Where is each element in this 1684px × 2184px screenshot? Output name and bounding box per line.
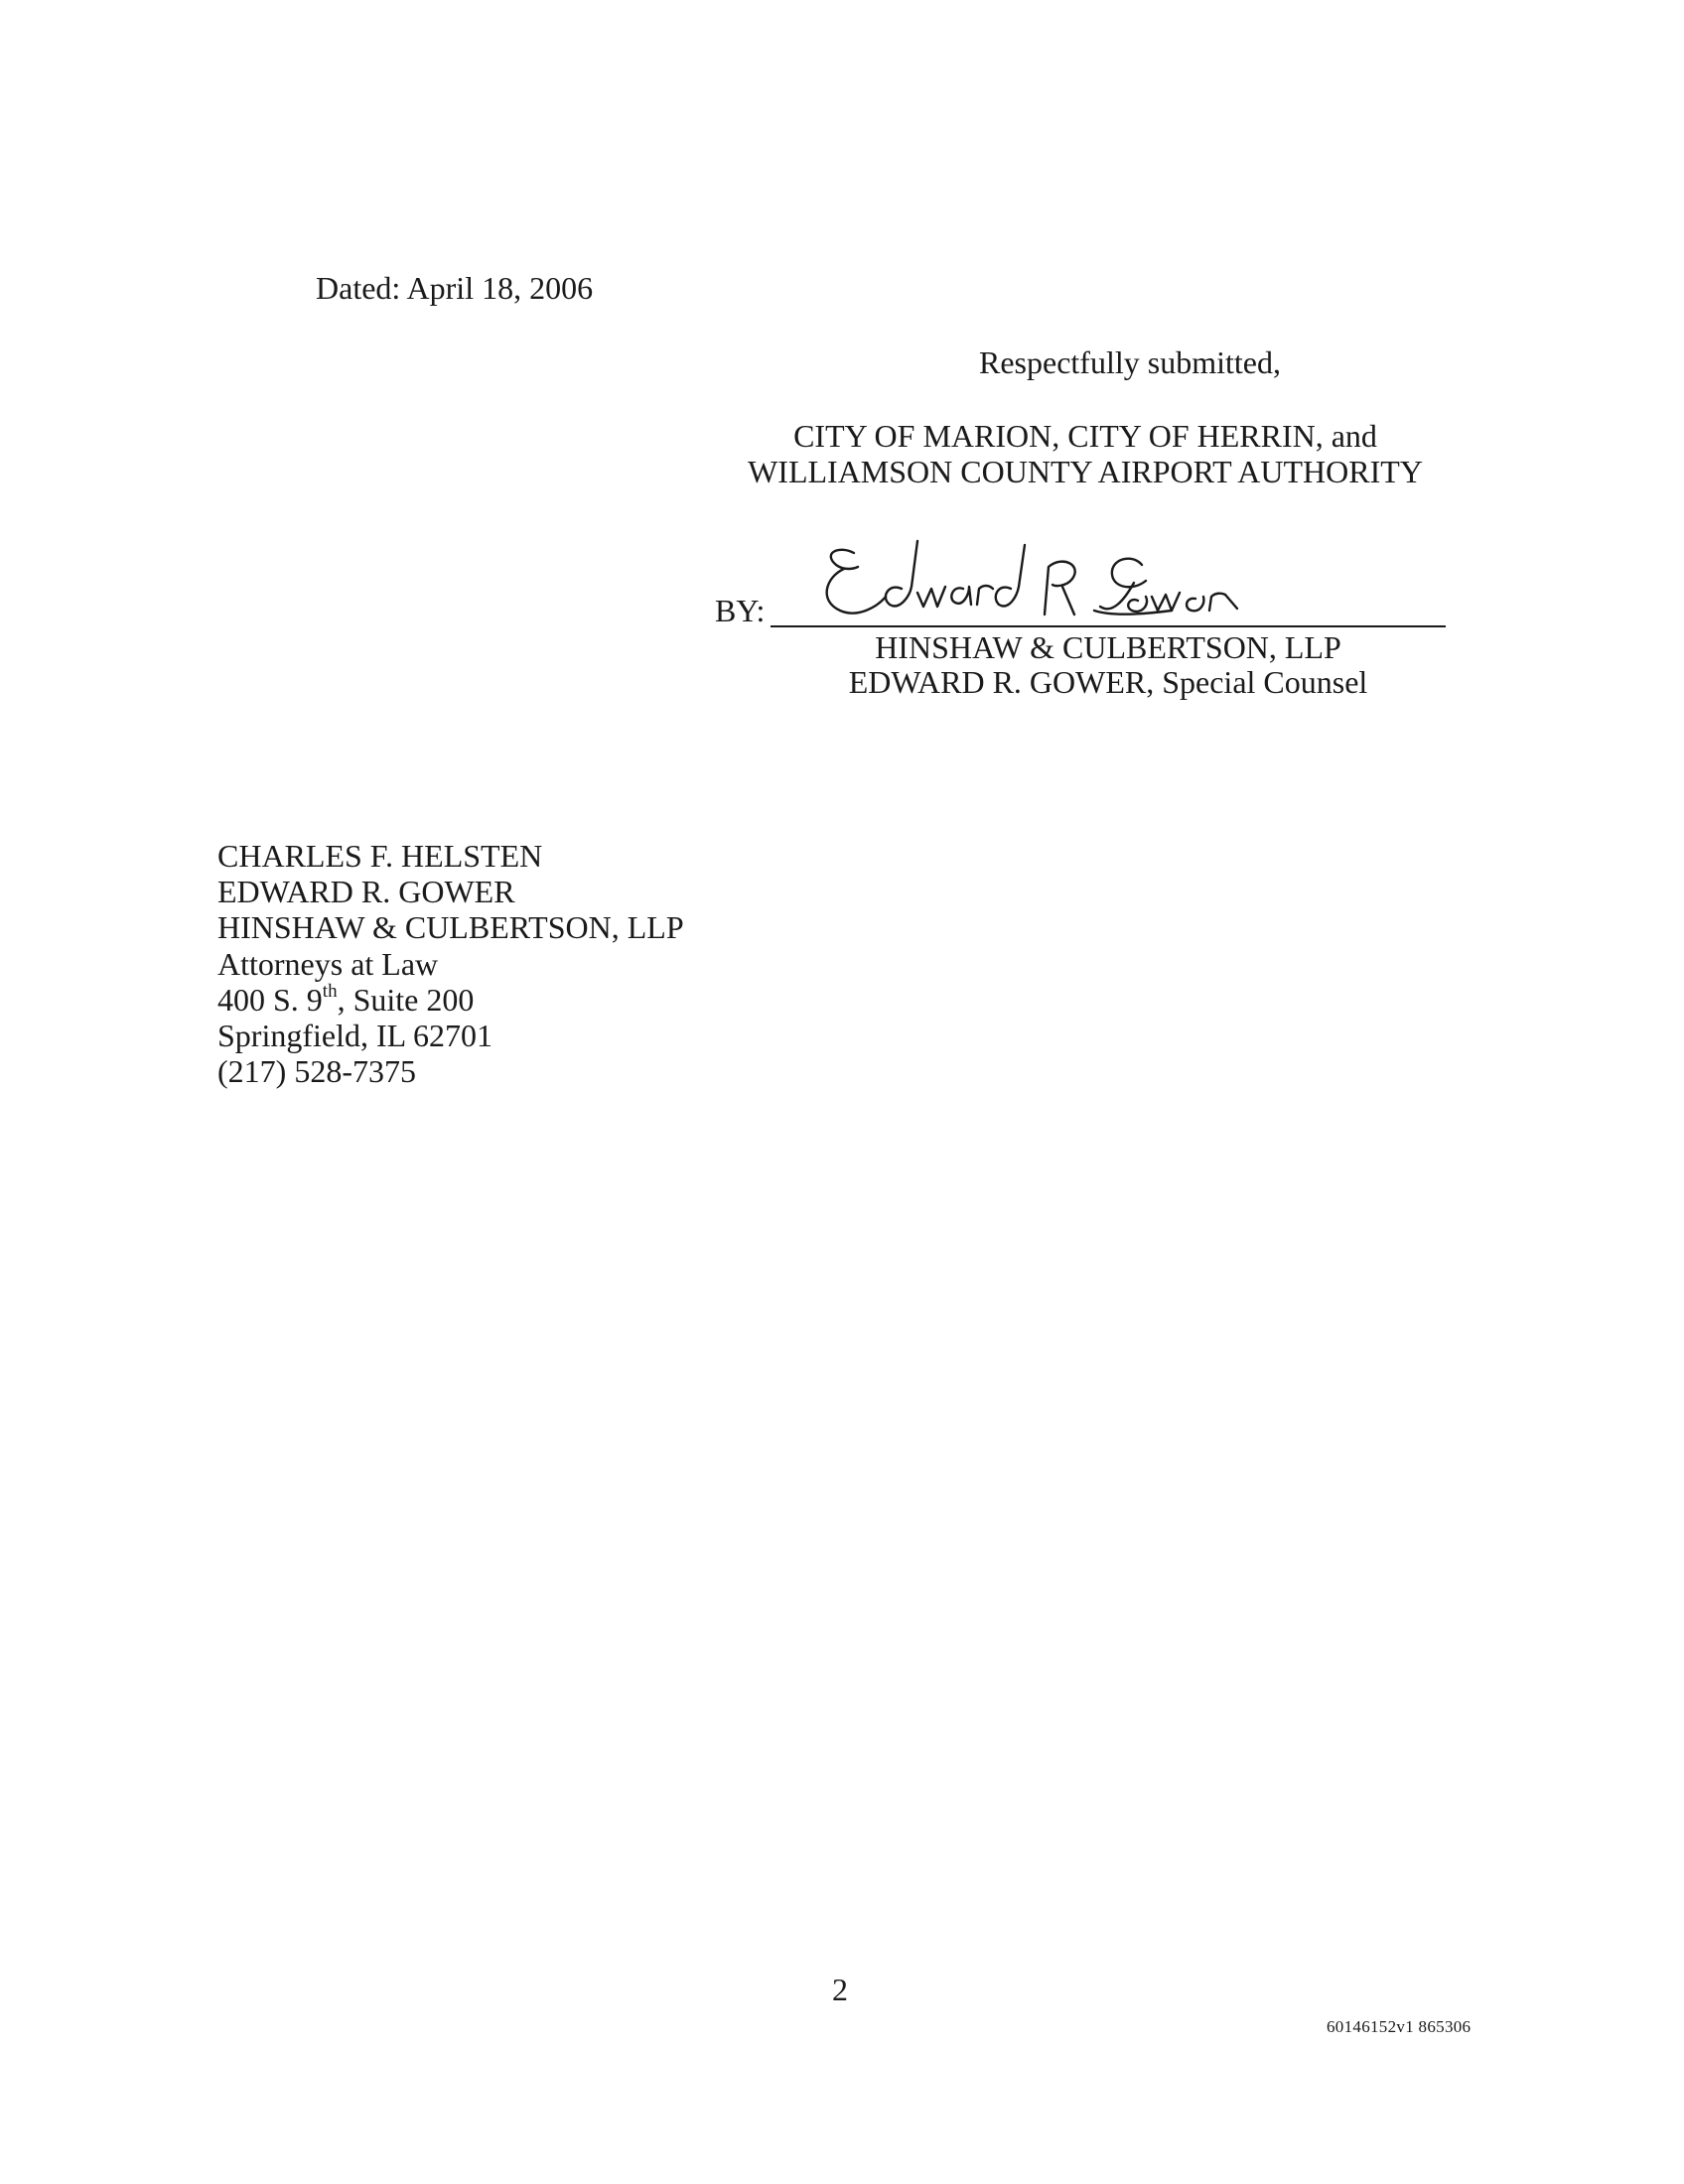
address-suite: , Suite 200 xyxy=(337,982,475,1018)
page-number: 2 xyxy=(832,1972,848,2007)
attorney-name-1: CHARLES F. HELSTEN xyxy=(217,838,543,874)
handwritten-signature xyxy=(814,531,1251,635)
address-street-number: 400 S. 9 xyxy=(217,982,323,1018)
signature-line xyxy=(771,625,1446,627)
signature-signer: EDWARD R. GOWER, Special Counsel xyxy=(848,664,1368,700)
attorney-phone: (217) 528-7375 xyxy=(217,1053,416,1089)
attorney-address xyxy=(217,982,474,1018)
by-label: BY: xyxy=(715,593,766,628)
attorney-firm: HINSHAW & CULBERTSON, LLP xyxy=(217,909,684,945)
signature-firm: HINSHAW & CULBERTSON, LLP xyxy=(875,629,1341,665)
date-line: Dated: April 18, 2006 xyxy=(316,270,594,306)
closing-line: Respectfully submitted, xyxy=(979,344,1281,380)
attorney-title: Attorneys at Law xyxy=(217,946,439,982)
client-line-2: WILLIAMSON COUNTY AIRPORT AUTHORITY xyxy=(748,454,1423,489)
document-id: 60146152v1 865306 xyxy=(1327,2017,1472,2036)
client-line-1: CITY OF MARION, CITY OF HERRIN, and xyxy=(793,418,1377,454)
attorney-name-2: EDWARD R. GOWER xyxy=(217,874,515,909)
address-ordinal-suffix: th xyxy=(322,981,338,1003)
attorney-city: Springfield, IL 62701 xyxy=(217,1018,492,1053)
